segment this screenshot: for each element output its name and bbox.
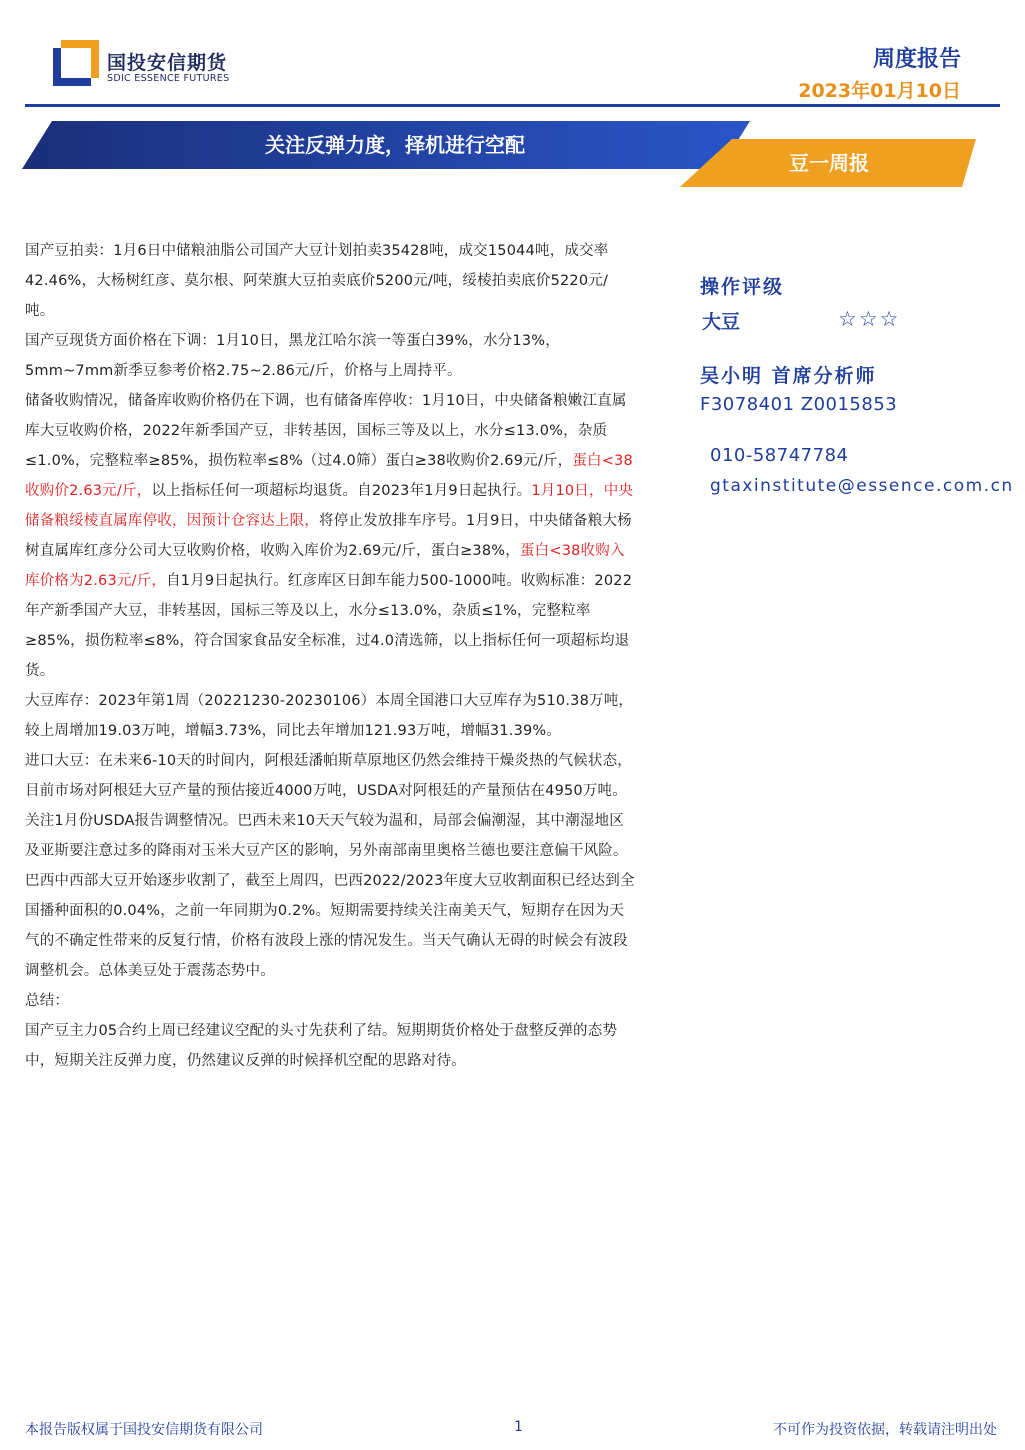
paragraph-inventory: 大豆库存：2023年第1周（20221230-20230106）本周全国港口大豆库存为510.38万吨，较上周增加19.03万吨，增幅3.73%，同比去年增加121.93万吨，增幅31.39%。 (25, 693, 634, 739)
rating-row (700, 305, 1020, 339)
rating-heading: 操作评级 (700, 276, 785, 298)
rating-stars-icon: ☆☆☆ (838, 307, 901, 331)
logo-chinese-name: 国投安信期货 (107, 52, 228, 74)
report-body (25, 236, 637, 1076)
contact-email[interactable]: gtaxinstitute@essence.com.cn (710, 476, 1014, 496)
reserve-highlight-2: 1月10日，中央储备粮绥棱直属库停收，因预计仓容达上限， (25, 483, 634, 529)
report-type: 周度报告 (872, 47, 961, 72)
logo-mark-icon (53, 40, 99, 86)
rating-commodity: 大豆 (702, 311, 741, 333)
reserve-text-2: 以上指标任何一项超标均退货。自2023年1月9日起执行。 (151, 483, 532, 499)
report-date: 2023年01月10日 (798, 80, 961, 102)
contact-phone: 010-58747784 (710, 445, 849, 466)
report-title: 关注反弹力度，择机进行空配 (265, 133, 525, 157)
report-sidebar (700, 272, 1020, 496)
company-logo (53, 40, 243, 90)
paragraph-reserve-purchase (25, 386, 637, 686)
analyst-license: F3078401 Z0015853 (700, 394, 898, 415)
report-tag: 豆一周报 (789, 151, 869, 175)
footer-disclaimer: 不可作为投资依据，转载请注明出处 (773, 1422, 997, 1438)
reserve-text-3: 将停止发放排车序号。1月9日，中央储备粮大杨树直属库红彦分公司大豆收购价格，收购入库价为2.69元/斤，蛋白≥38%， (25, 513, 632, 559)
footer-page-number: 1 (514, 1419, 523, 1435)
paragraph-spot-price: 国产豆现货方面价格在下调：1月10日，黑龙江哈尔滨一等蛋白39%，水分13%，5mm~7mm新季豆参考价格2.75~2.86元/斤，价格与上周持平。 (25, 333, 560, 379)
reserve-highlight-1: 蛋白<38收购价2.63元/斤， (25, 453, 633, 499)
header-divider (25, 104, 1000, 107)
paragraph-summary: 国产豆主力05合约上周已经建议空配的头寸先获利了结。短期期货价格处于盘整反弹的态势中，短期关注反弹力度，仍然建议反弹的时候择机空配的思路对待。 (25, 1023, 618, 1069)
reserve-text-4: 自1月9日起执行。红彦库区日卸车能力500-1000吨。收购标准：2022年产新季国产大豆，非转基因，国标三等及以上，水分≤13.0%，杂质≤1%，完整粒率≥85%，损伤粒率≤8%，符合国家食品安全标准，过4.0清选筛，以上指标任何一项超标均退货。 (25, 573, 633, 679)
reserve-text-1: 储备收购情况，储备库收购价格仍在下调，也有储备库停收：1月10日，中央储备粮嫩江直属库大豆收购价格，2022年新季国产豆，非转基因，国标三等及以上，水分≤13.0%，杂质≤1.0%，完整粒率≥85%，损伤粒率≤8%（过4.0筛）蛋白≥38收购价2.69元/斤， (25, 393, 627, 469)
paragraph-auction: 国产豆拍卖：1月6日中储粮油脂公司国产大豆计划拍卖35428吨，成交15044吨，成交率42.46%，大杨树红彦、莫尔根、阿荣旗大豆拍卖底价5200元/吨，绥棱拍卖底价5220元/吨。 (25, 243, 609, 319)
summary-heading: 总结： (25, 993, 70, 1009)
footer-copyright: 本报告版权属于国投安信期货有限公司 (25, 1422, 263, 1438)
analyst-name: 吴小明 首席分析师 (700, 365, 877, 387)
reserve-highlight-3: 蛋白<38收购入库价格为2.63元/斤， (25, 543, 625, 589)
logo-english-name: SDIC ESSENCE FUTURES (107, 73, 230, 84)
paragraph-import-soybean: 进口大豆：在未来6-10天的时间内，阿根廷潘帕斯草原地区仍然会维持干燥炎热的气候状态，目前市场对阿根廷大豆产量的预估接近4000万吨，USDA对阿根廷的产量预估在4950万吨。关注1月份USDA报告调整情况。巴西未来10天天气较为温和，局部会偏潮湿，其中潮湿地区及亚斯要注意过多的降雨对玉米大豆产区的影响，另外南部南里奥格兰德也要注意偏干风险。巴西中西部大豆开始逐步收割了，截至上周四，巴西2022/2023年度大豆收割面积已经达到全国播种面积的0.04%，之前一年同期为0.2%。短期需要持续关注南美天气，短期存在因为天气的不确定性带来的反复行情，价格有波段上涨的情况发生。当天气确认无碍的时候会有波段调整机会。总体美豆处于震荡态势中。 (25, 753, 635, 979)
